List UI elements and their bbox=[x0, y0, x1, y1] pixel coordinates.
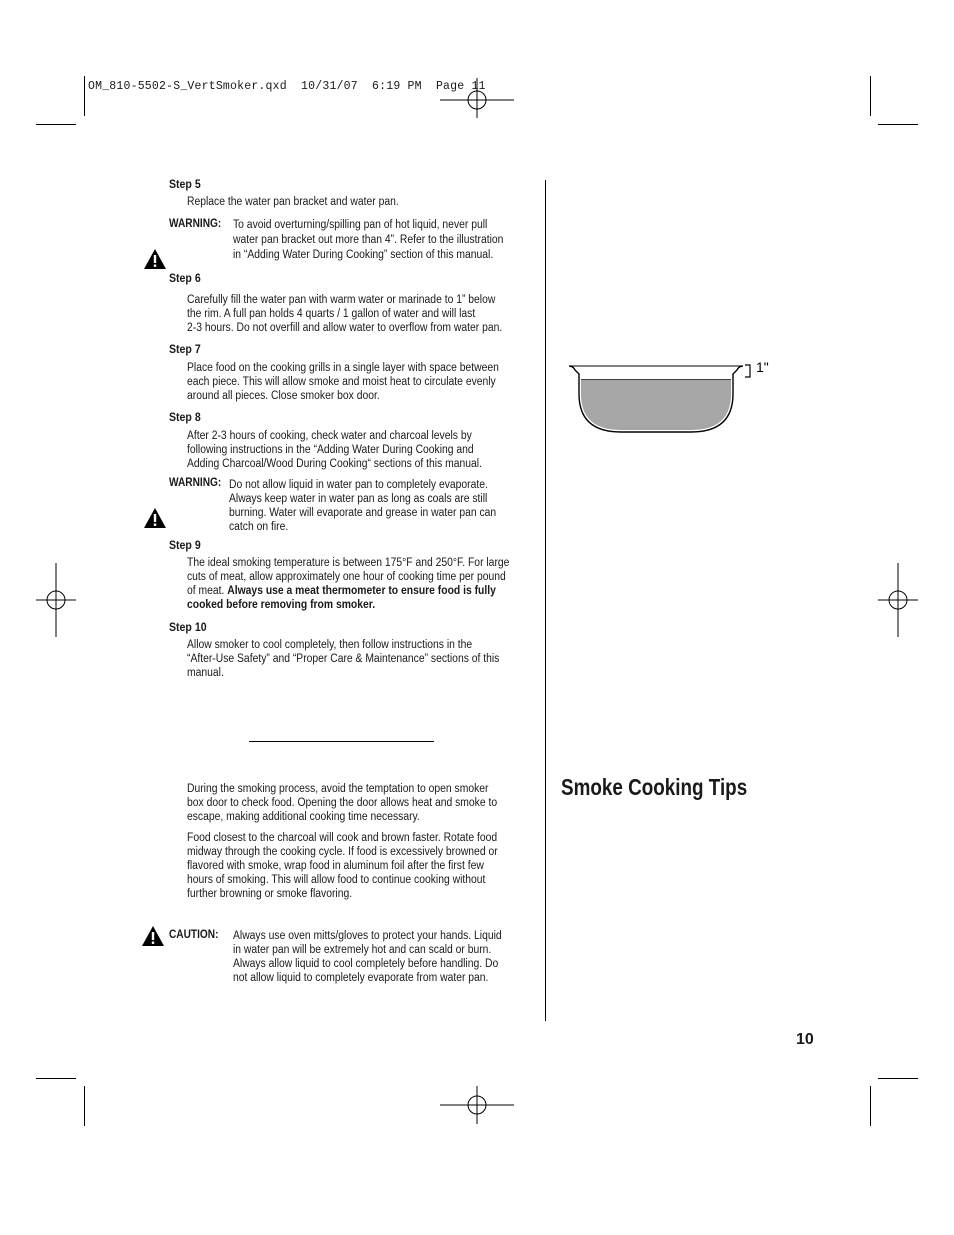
warning-label: WARNING: bbox=[169, 477, 222, 489]
step-5-title: Step 5 bbox=[169, 177, 201, 191]
water-fill bbox=[581, 380, 731, 430]
caution-text: Always use oven mitts/gloves to protect your hands. Liquid in water pan will be extremely hot and can scald or burn. Always allow liquid to cool completely before handling. Do not allow liquid to completely evaporate from water pan. bbox=[233, 930, 502, 984]
warning-icon bbox=[143, 507, 167, 529]
step-5-text: Replace the water pan bracket and water pan. bbox=[187, 196, 399, 208]
tips-paragraph: Food closest to the charcoal will cook and brown faster. Rotate food midway through the cooking cycle. If food is excessively browned or flavored with smoke, wrap food in aluminum foil after the first few hours of smoking. This will allow food to continue cooking without further browning or smoke flavoring. bbox=[187, 832, 498, 900]
step-6-text: Carefully fill the water pan with warm water or marinade to 1” below the rim. A full pan holds 4 quarts / 1 gallon of water and will last 2-3 hours. Do not overfill and allow water to overflow from water pan. bbox=[187, 294, 503, 334]
warning-text: Do not allow liquid in water pan to completely evaporate. Always keep water in water pan as long as coals are still burning. Water will evaporate and grease in water pan can catch on fire. bbox=[229, 479, 497, 533]
file-slug: OM_810-5502-S_VertSmoker.qxd 10/31/07 6:19 PM Page 11 bbox=[88, 80, 486, 93]
step-9-title: Step 9 bbox=[169, 538, 201, 552]
step-6-title: Step 6 bbox=[169, 271, 201, 285]
warning-text: To avoid overturning/spilling pan of hot liquid, never pull water pan bracket out more than 4”. Refer to the illustration in “Adding Water During Cooking” section of this manual. bbox=[233, 219, 504, 261]
page-heading: Smoke Cooking Tips bbox=[561, 774, 748, 800]
step-7-text: Place food on the cooking grills in a single layer with space between each piece. This will allow smoke and moist heat to circulate evenly around all pieces. Close smoker box door. bbox=[187, 362, 499, 402]
tips-paragraph: During the smoking process, avoid the temptation to open smoker box door to check food. Opening the door allows heat and smoke to escape, making additional cooking time necessary. bbox=[187, 783, 498, 823]
warning-label: WARNING: bbox=[169, 218, 222, 230]
dimension-label: 1" bbox=[756, 359, 769, 375]
page-number: 10 bbox=[796, 1031, 814, 1048]
step-10-text: Allow smoker to cool completely, then follow instructions in the “After-Use Safety” and “Proper Care & Maintenance” sections of this manual. bbox=[187, 639, 500, 679]
dimension-bracket bbox=[745, 365, 750, 377]
step-9-text: The ideal smoking temperature is between 175°F and 250°F. For large cuts of meat, allow approximately one hour of cooking time per pound of meat. Always use a meat thermometer to ensure food is fully cooked before removing from smoker. bbox=[187, 557, 510, 611]
caution-icon bbox=[141, 925, 165, 947]
warning-icon bbox=[143, 248, 167, 270]
water-pan-illustration bbox=[565, 356, 795, 436]
step-8-text: After 2-3 hours of cooking, check water and charcoal levels by following instructions in the “Adding Water During Cooking and Adding Charcoal/Wood During Cooking“ sections of this manual. bbox=[187, 430, 482, 470]
step-8-title: Step 8 bbox=[169, 410, 201, 424]
section-rule bbox=[249, 741, 434, 742]
step-10-title: Step 10 bbox=[169, 620, 207, 634]
column-divider bbox=[545, 180, 546, 1021]
caution-label: CAUTION: bbox=[169, 929, 219, 941]
step-7-title: Step 7 bbox=[169, 342, 201, 356]
